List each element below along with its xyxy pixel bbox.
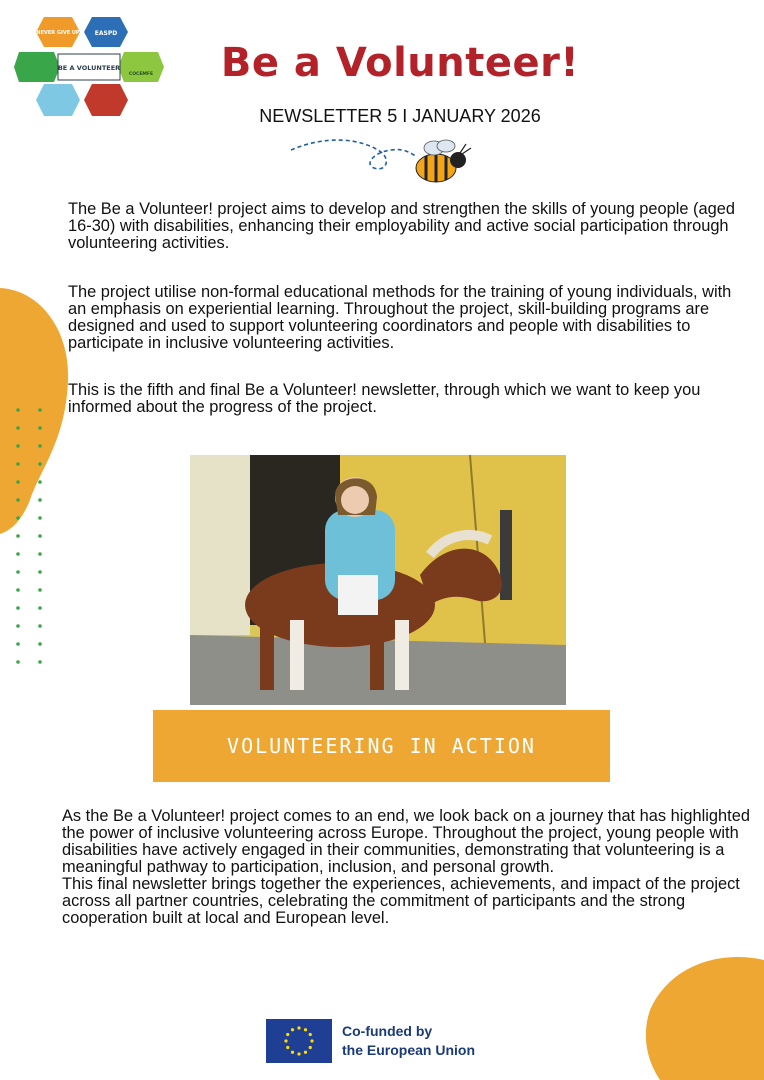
closing-paragraph-part-1: As the Be a Volunteer! project comes to an end, we look back on a journey that has highlighted the power of inclusive volunteering across Europe. Throughout the project, young people with disabilities have actively engaged in their communities, demonstrating that volunteering is a meaningful pathway to participation, inclusion, and personal growth. bbox=[62, 807, 750, 876]
newsletter-subtitle: NEWSLETTER 5 I JANUARY 2026 bbox=[259, 106, 541, 126]
intro-paragraph-2: The project utilise non-formal educational methods for the training of young individuals, with an emphasis on experiential learning. Throughout the project, skill-building programs are designed and used to support volunteering coordinators and people with disabilities to participate in inclusive volunteering activities. bbox=[68, 283, 732, 352]
closing-paragraph-part-2: This final newsletter brings together the experiences, achievements, and impact of the project across all partner countries, celebrating the commitment of participants and the strong cooperation built at local and European level. bbox=[62, 875, 740, 927]
bee-icon bbox=[286, 130, 486, 190]
eu-cofunded-badge bbox=[266, 1019, 475, 1063]
intro-paragraph-1: The Be a Volunteer! project aims to develop and strengthen the skills of young people (aged 16-30) with disabilities, enhancing their employability and active social participation through volunteering activities. bbox=[68, 200, 735, 252]
logo-text-cocemfe: COCEMFE bbox=[128, 72, 154, 77]
project-logo bbox=[14, 12, 164, 122]
volunteering-in-action-banner bbox=[153, 710, 610, 782]
banner-label: VOLUNTEERING IN ACTION bbox=[227, 734, 536, 758]
logo-text-volunteer: BE A VOLUNTEER bbox=[57, 64, 121, 72]
eu-text-line-1: Co-funded by bbox=[342, 1023, 433, 1039]
logo-text-easpd: EASPD bbox=[94, 30, 118, 37]
intro-paragraph-3: This is the fifth and final Be a Volunteer! newsletter, through which we want to keep you informed about the progress of the project. bbox=[68, 381, 701, 416]
page-title: Be a Volunteer! bbox=[220, 40, 580, 86]
logo-text-nevergiveup: NEVER GIVE UP bbox=[36, 30, 80, 36]
volunteer-with-pony-photo bbox=[190, 455, 566, 705]
eu-text-line-2: the European Union bbox=[342, 1042, 475, 1058]
closing-paragraph bbox=[62, 808, 752, 927]
eu-flag-icon bbox=[266, 1019, 332, 1063]
